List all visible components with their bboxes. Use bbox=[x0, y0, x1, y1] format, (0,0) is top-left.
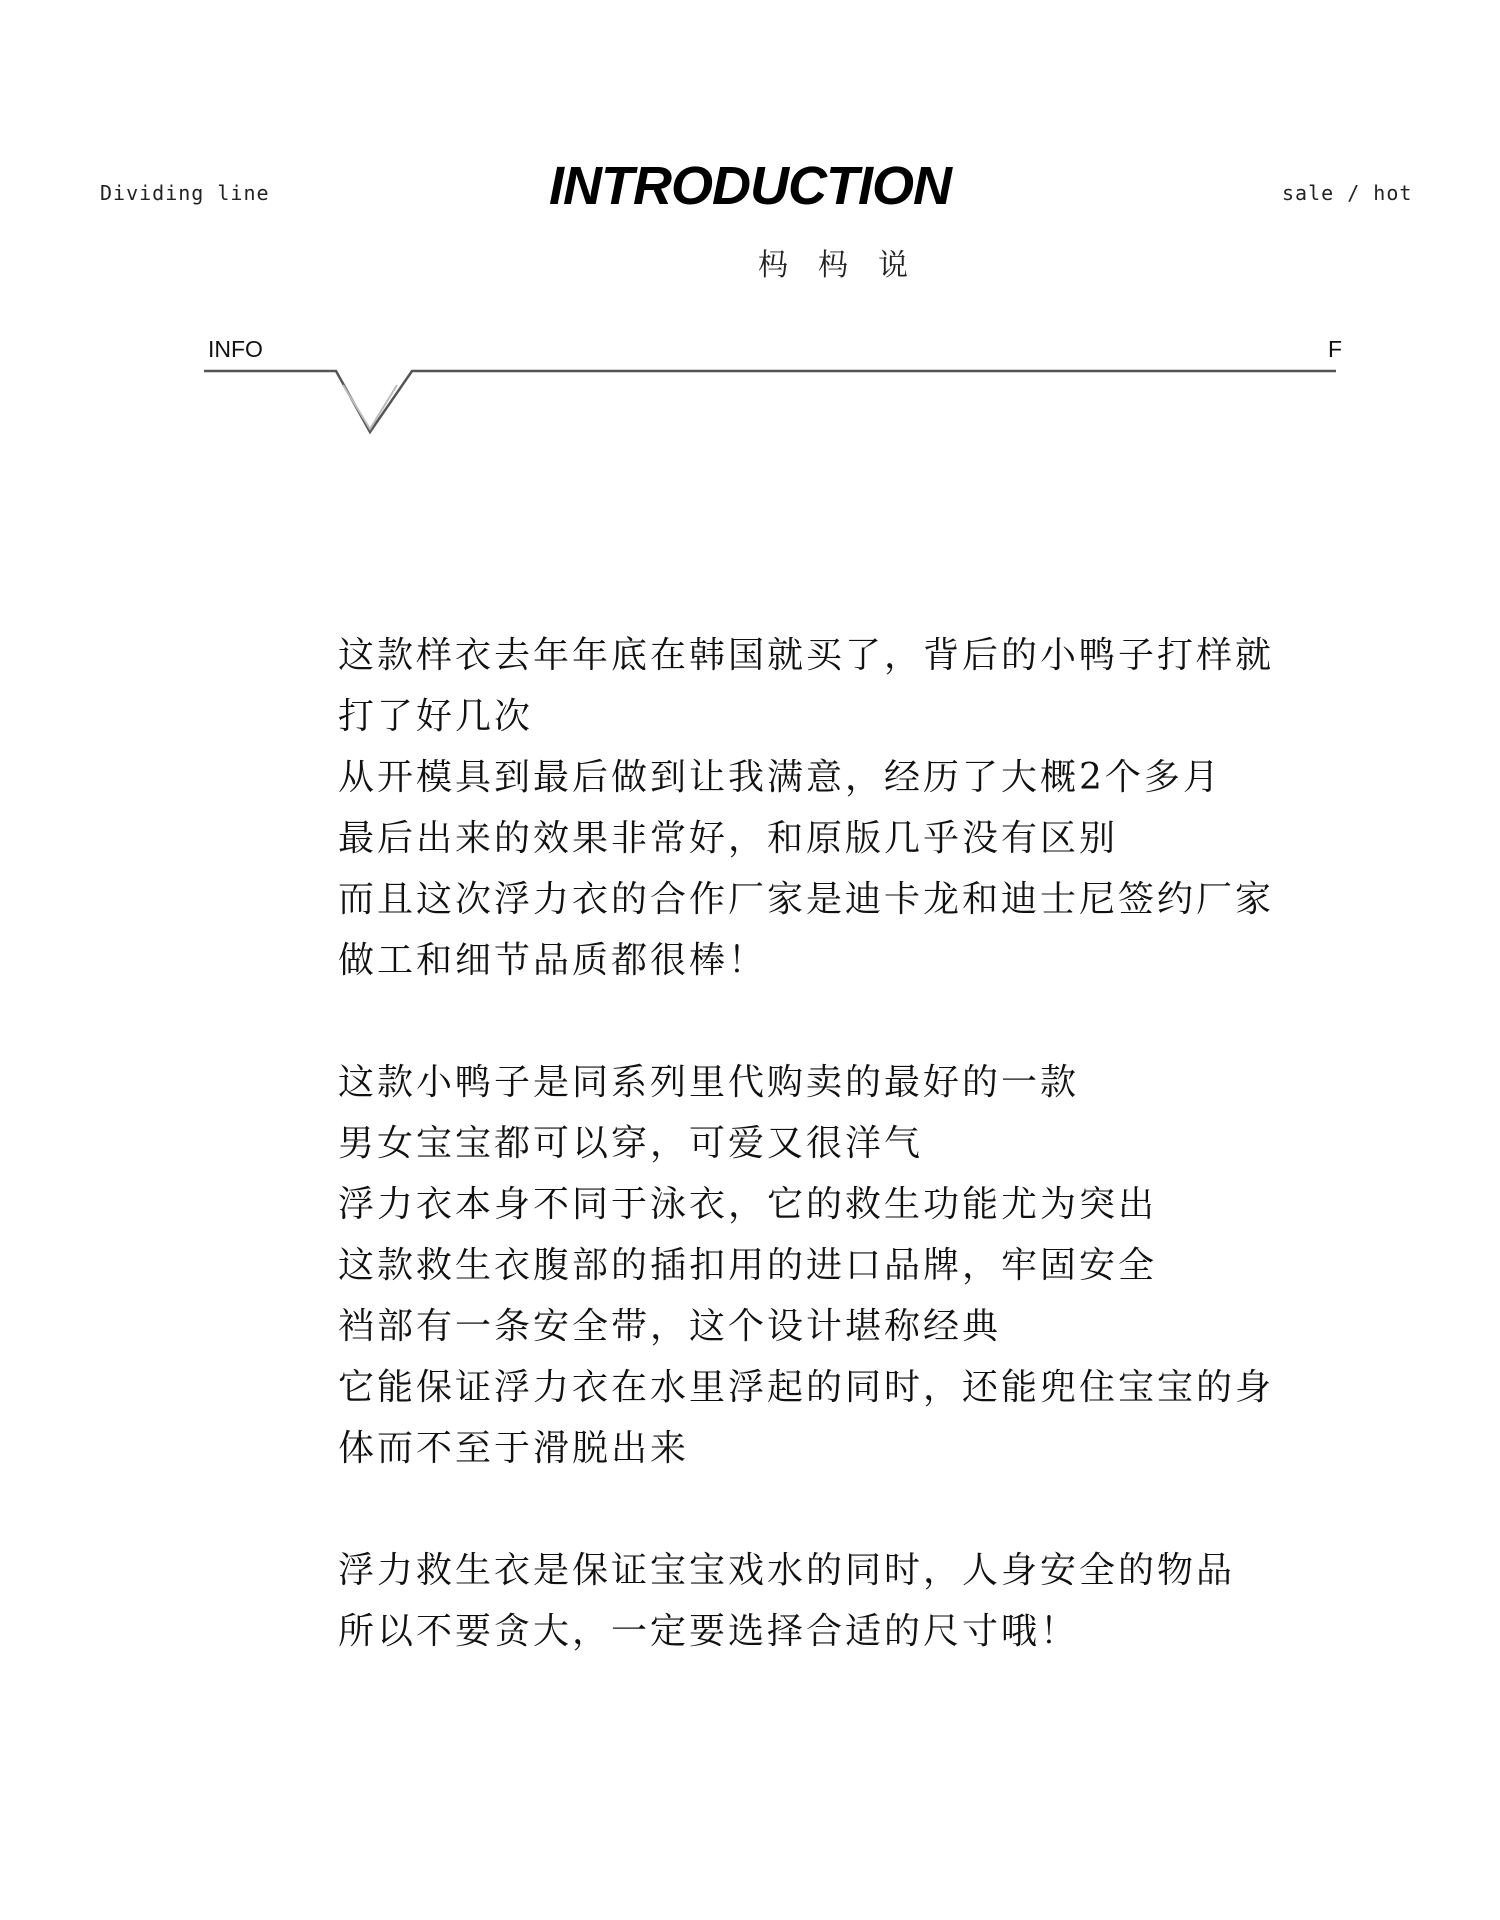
dividing-line-label: Dividing line bbox=[100, 181, 270, 205]
paragraph-line: 最后出来的效果非常好，和原版几乎没有区别 bbox=[338, 818, 1119, 859]
paragraph-line: 而且这次浮力衣的合作厂家是迪卡龙和迪士尼签约厂家 bbox=[338, 879, 1275, 920]
divider-line-graphic bbox=[0, 0, 1500, 460]
paragraph bbox=[338, 1052, 1338, 1479]
paragraph-line: 体而不至于滑脱出来 bbox=[338, 1428, 690, 1469]
paragraph-line: 从开模具到最后做到让我满意，经历了大概2个多月 bbox=[338, 757, 1222, 798]
paragraph-line: 它能保证浮力衣在水里浮起的同时，还能兜住宝宝的身 bbox=[338, 1367, 1275, 1408]
paragraph bbox=[338, 625, 1338, 991]
intro-body bbox=[338, 625, 1338, 1662]
paragraph-line: 这款小鸭子是同系列里代购卖的最好的一款 bbox=[338, 1062, 1080, 1103]
paragraph-line: 打了好几次 bbox=[338, 696, 534, 737]
info-label: INFO bbox=[208, 336, 263, 362]
divider-end-label: F bbox=[1328, 336, 1343, 362]
paragraph bbox=[338, 1540, 1338, 1662]
paragraph-line: 男女宝宝都可以穿，可爱又很洋气 bbox=[338, 1123, 924, 1164]
paragraph-line: 浮力衣本身不同于泳衣，它的救生功能尤为突出 bbox=[338, 1184, 1158, 1225]
paragraph-line: 所以不要贪大，一定要选择合适的尺寸哦！ bbox=[338, 1611, 1080, 1652]
paragraph-line: 这款样衣去年年底在韩国就买了，背后的小鸭子打样就 bbox=[338, 635, 1275, 676]
page-subtitle: 杩杩说 bbox=[758, 248, 938, 283]
page-title: INTRODUCTION bbox=[549, 156, 951, 216]
paragraph-line: 这款救生衣腹部的插扣用的进口品牌，牢固安全 bbox=[338, 1245, 1158, 1286]
paragraph-line: 做工和细节品质都很棒！ bbox=[338, 940, 768, 981]
paragraph-line: 浮力救生衣是保证宝宝戏水的同时，人身安全的物品 bbox=[338, 1550, 1236, 1591]
paragraph-line: 裆部有一条安全带，这个设计堪称经典 bbox=[338, 1306, 1002, 1347]
sale-hot-label: sale / hot bbox=[1282, 181, 1413, 205]
